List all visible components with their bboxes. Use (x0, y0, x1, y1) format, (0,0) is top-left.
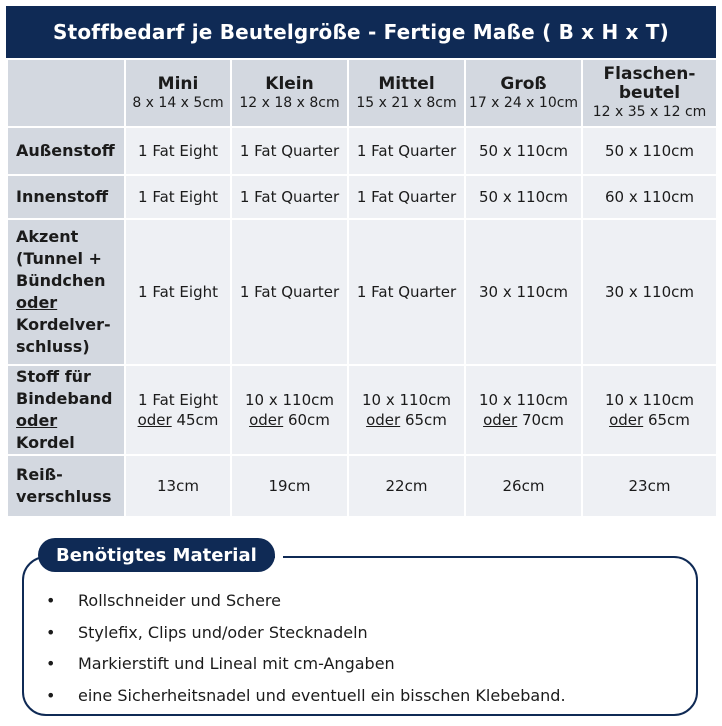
header-mittel: Mittel 15 x 21 x 8cm (348, 59, 465, 127)
row-label-akzent: Akzent (Tunnel + Bündchen oder Kordelver- schluss) (7, 219, 125, 365)
table-cell: 22cm (348, 455, 465, 517)
table-row-innenstoff (7, 175, 717, 219)
list-item: • eine Sicherheitsnadel und eventuell ein bisschen Klebeband. (46, 680, 566, 712)
table-cell: 1 Fat Eight (125, 127, 231, 175)
table-title: Stoffbedarf je Beutelgröße - Fertige Maße ( B x H x T) (6, 6, 716, 58)
table-cell: 10 x 110cm oder 65cm (348, 365, 465, 455)
bullet-icon: • (46, 591, 56, 610)
table-cell: 1 Fat Quarter (231, 219, 348, 365)
header-mini: Mini 8 x 14 x 5cm (125, 59, 231, 127)
header-corner (7, 59, 125, 127)
table-cell: 50 x 110cm (465, 127, 582, 175)
list-item: • Stylefix, Clips und/oder Stecknadeln (46, 617, 566, 649)
row-label-aussenstoff: Außenstoff (7, 127, 125, 175)
table-row-akzent (7, 219, 717, 365)
table-cell: 60 x 110cm (582, 175, 717, 219)
table-row-aussenstoff (7, 127, 717, 175)
table-cell: 26cm (465, 455, 582, 517)
table-cell: 1 Fat Eight oder 45cm (125, 365, 231, 455)
material-list (46, 585, 566, 711)
table-cell: 1 Fat Quarter (348, 219, 465, 365)
table-cell: 1 Fat Eight (125, 219, 231, 365)
header-gross: Groß 17 x 24 x 10cm (465, 59, 582, 127)
table-cell: 1 Fat Quarter (348, 127, 465, 175)
table-cell: 30 x 110cm (582, 219, 717, 365)
table-cell: 1 Fat Eight (125, 175, 231, 219)
table-cell: 1 Fat Quarter (231, 127, 348, 175)
table-cell: 50 x 110cm (465, 175, 582, 219)
header-klein: Klein 12 x 18 x 8cm (231, 59, 348, 127)
header-flaschenbeutel: Flaschen- beutel 12 x 35 x 12 cm (582, 59, 717, 127)
list-item: • Markierstift und Lineal mit cm-Angaben (46, 648, 566, 680)
table-cell: 10 x 110cm oder 65cm (582, 365, 717, 455)
table-cell: 30 x 110cm (465, 219, 582, 365)
table-cell: 23cm (582, 455, 717, 517)
list-item: • Rollschneider und Schere (46, 585, 566, 617)
bullet-icon: • (46, 622, 56, 642)
table-cell: 13cm (125, 455, 231, 517)
row-label-reissverschluss: Reiß- verschluss (7, 455, 125, 517)
table-cell: 10 x 110cm oder 60cm (231, 365, 348, 455)
table-cell: 50 x 110cm (582, 127, 717, 175)
table-cell: 10 x 110cm oder 70cm (465, 365, 582, 455)
material-title: Benötigtes Material (38, 538, 275, 572)
row-label-innenstoff: Innenstoff (7, 175, 125, 219)
table-cell: 19cm (231, 455, 348, 517)
row-label-bindeband: Stoff für Bindeband oder Kordel (7, 365, 125, 455)
table-row-reissverschluss (7, 455, 717, 517)
bullet-icon: • (46, 654, 56, 673)
bullet-icon: • (46, 685, 56, 705)
table-row-bindeband (7, 365, 717, 455)
fabric-requirements-table (6, 58, 718, 518)
table-header-row (7, 59, 717, 127)
table-cell: 1 Fat Quarter (231, 175, 348, 219)
table-cell: 1 Fat Quarter (348, 175, 465, 219)
